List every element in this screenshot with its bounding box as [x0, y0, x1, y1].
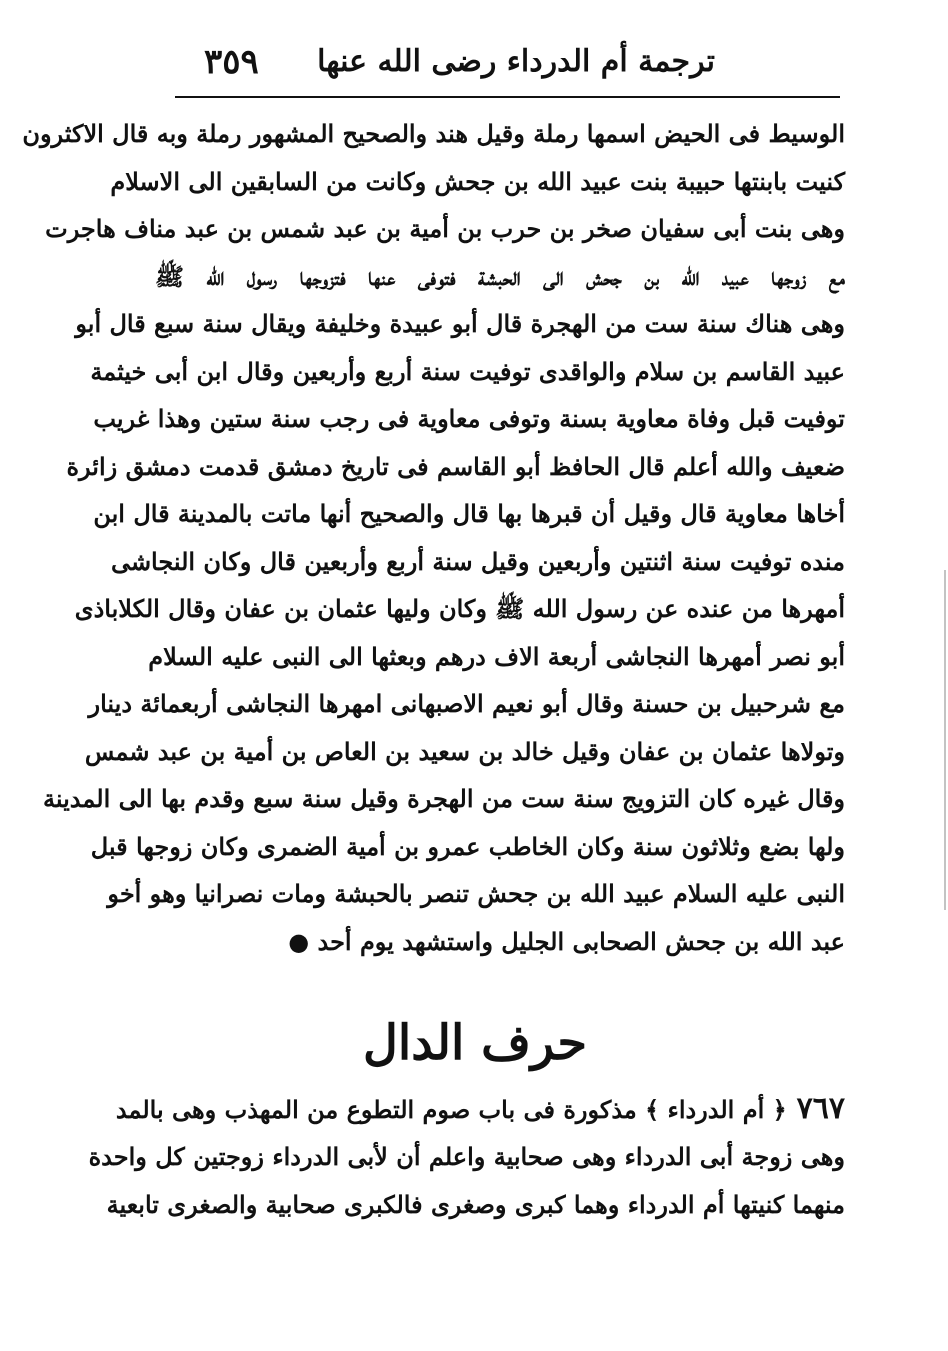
text-line: وهى هناك سنة ست من الهجرة قال أبو عبيدة وخليفة ويقال سنة سبع قال أبو [75, 309, 845, 338]
text-line: أمهرها من عنده عن رسول الله ﷺ وكان وليها عثمان بن عفان وقال الكلاباذى [74, 594, 845, 623]
running-title: ترجمة أم الدرداء رضى الله عنها [317, 44, 715, 79]
text-line: توفيت قبل وفاة معاوية بسنة وتوفى معاوية فى رجب سنة ستين وهذا غريب [93, 404, 845, 433]
entry-line: منهما كنيتها أم الدرداء وهما كبرى وصغرى فالكبرى صحابية والصغرى تابعية [106, 1190, 845, 1219]
text-line: مع شرحبيل بن حسنة وقال أبو نعيم الاصبهانى امهرها النجاشى أربعمائة دينار [88, 689, 845, 718]
running-header [180, 38, 835, 96]
header-divider [175, 96, 840, 98]
biography-text [22, 110, 845, 965]
text-line: منده توفيت سنة اثنتين وأربعين وقيل سنة أربع وأربعين قال وكان النجاشى [110, 546, 845, 576]
entry-first-line [115, 1085, 845, 1133]
text-line: ولها بضع وثلاثون سنة وكان الخاطب عمرو بن أمية الضمرى وكان زوجها قبل [90, 831, 845, 861]
text-line: وتولاها عثمان بن عفان وقيل خالد بن سعيد بن العاص بن أمية بن عبد شمس [84, 736, 845, 766]
text-line: وقال غيره كان التزويج سنة ست من الهجرة وقيل سنة سبع وقدم بها الى المدينة [43, 784, 845, 813]
text-line: وهى بنت أبى سفيان صخر بن حرب بن أمية بن عبد شمس بن عبد مناف هاجرت [45, 214, 845, 243]
entry-line: وهى زوجة أبى الدرداء وهى صحابية واعلم أن لأبى الدرداء زوجتين كل واحدة [88, 1142, 845, 1171]
scan-edge-shadow [944, 570, 946, 910]
text-line: ضعيف والله أعلم قال الحافظ أبو القاسم فى تاريخ دمشق قدمت دمشق زائرة [66, 451, 845, 481]
text-line: أخاها معاوية قال وقيل أن قبرها بها قال والصحيح أنها ماتت بالمدينة قال ابن [93, 499, 845, 528]
entry-number: ٧٦٧ [796, 1091, 845, 1126]
text-line: أبو نصر أمهرها النجاشى أربعة الاف درهم وبعثها الى النبى عليه السلام [148, 641, 845, 671]
entry-text: ﴿ أم الدرداء ﴾ مذكورة فى باب صوم التطوع من المهذب وهى بالمد [115, 1095, 787, 1124]
text-line: النبى عليه السلام عبيد الله بن جحش تنصر بالحبشة ومات نصرانيا وهو أخو [107, 879, 845, 908]
page-number: ٣٥٩ [204, 42, 259, 82]
text-line: كنيت بابنتها حبيبة بنت عبيد الله بن جحش وكانت من السابقين الى الاسلام [110, 166, 845, 196]
text-line: عبد الله بن جحش الصحابى الجليل واستشهد يوم أحد ● [288, 926, 845, 956]
text-line: الوسيط فى الحيض اسمها رملة وقيل هند والصحيح المشهور رملة وبه قال الاكثرون [22, 119, 845, 148]
text-line: مع زوجها عبيد الله بن جحش الى الحبشة فتوفى عنها فتزوجها رسول الله ﷺ [155, 261, 845, 291]
section-heading: حرف الدال [363, 1015, 587, 1071]
entry-767 [88, 1085, 845, 1229]
text-line: عبيد القاسم بن سلام والواقدى توفيت سنة أربع وأربعين وقال ابن أبى خيثمة [90, 356, 845, 386]
